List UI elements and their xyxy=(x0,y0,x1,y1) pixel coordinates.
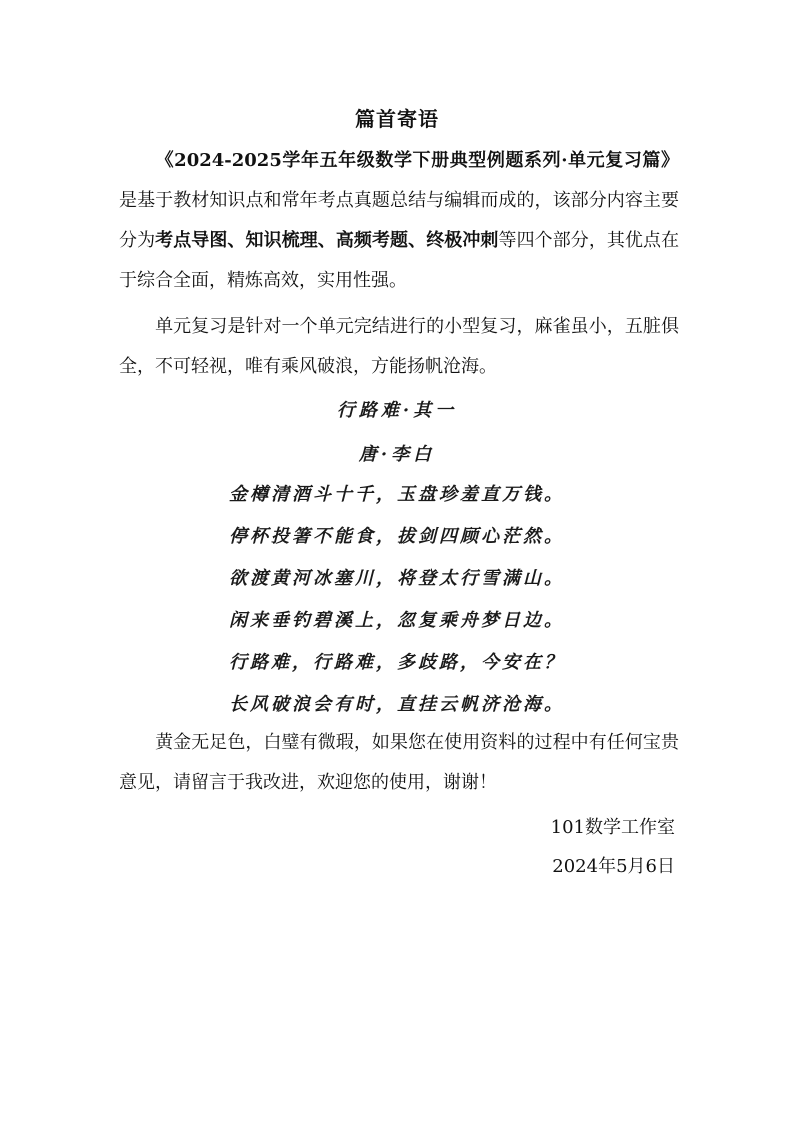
poem-line: 长风破浪会有时，直挂云帆济沧海。 xyxy=(229,694,565,715)
keyword-final: 终极冲刺 xyxy=(426,230,499,251)
poem-title: 行路难·其一 xyxy=(336,400,458,421)
review-text: 单元复习是针对一个单元完结进行的小型复习，麻雀虽小，五脏俱全，不可轻视，唯有乘风破浪，方能扬帆沧海。 xyxy=(119,316,679,377)
intro-text-1: 是基于教材知识点和常年考点真题总结与编辑而成的，该部分内容主要分为 xyxy=(119,190,679,251)
poem-line: 行路难，行路难，多歧路，今安在？ xyxy=(229,652,565,673)
keyword-mind-map: 考点导图 xyxy=(155,230,228,251)
poem-lines xyxy=(0,474,794,726)
separator: 、 xyxy=(317,230,336,251)
page-title: 篇首寄语 xyxy=(355,107,439,131)
intro-text-2: 等四个部分，其优点在于综合全面，精炼高效，实用性强。 xyxy=(119,230,680,291)
poem-line: 停杯投箸不能食，拔剑四顾心茫然。 xyxy=(229,526,565,547)
separator: 、 xyxy=(408,230,427,251)
book-title: 《2024-2025学年五年级数学下册典型例题系列·单元复习篇》 xyxy=(155,150,679,171)
poem-author: 唐·李白 xyxy=(358,444,436,465)
intro-paragraph xyxy=(119,141,679,301)
poem-line: 金樽清酒斗十千，玉盘珍羞直万钱。 xyxy=(229,484,565,505)
review-paragraph xyxy=(119,307,679,387)
separator: 、 xyxy=(227,230,246,251)
closing-text: 黄金无足色，白璧有微瑕，如果您在使用资料的过程中有任何宝贵意见，请留言于我改进，欢迎您的使用，谢谢！ xyxy=(119,732,679,793)
signature-org: 101数学工作室 xyxy=(550,817,675,838)
keyword-knowledge: 知识梳理 xyxy=(245,230,318,251)
keyword-frequent: 高频考题 xyxy=(335,230,409,251)
poem-line: 闲来垂钓碧溪上，忽复乘舟梦日边。 xyxy=(229,610,565,631)
signature-date: 2024年5月6日 xyxy=(552,856,675,877)
poem-line: 欲渡黄河冰塞川，将登太行雪满山。 xyxy=(229,568,565,589)
closing-paragraph xyxy=(119,723,679,803)
